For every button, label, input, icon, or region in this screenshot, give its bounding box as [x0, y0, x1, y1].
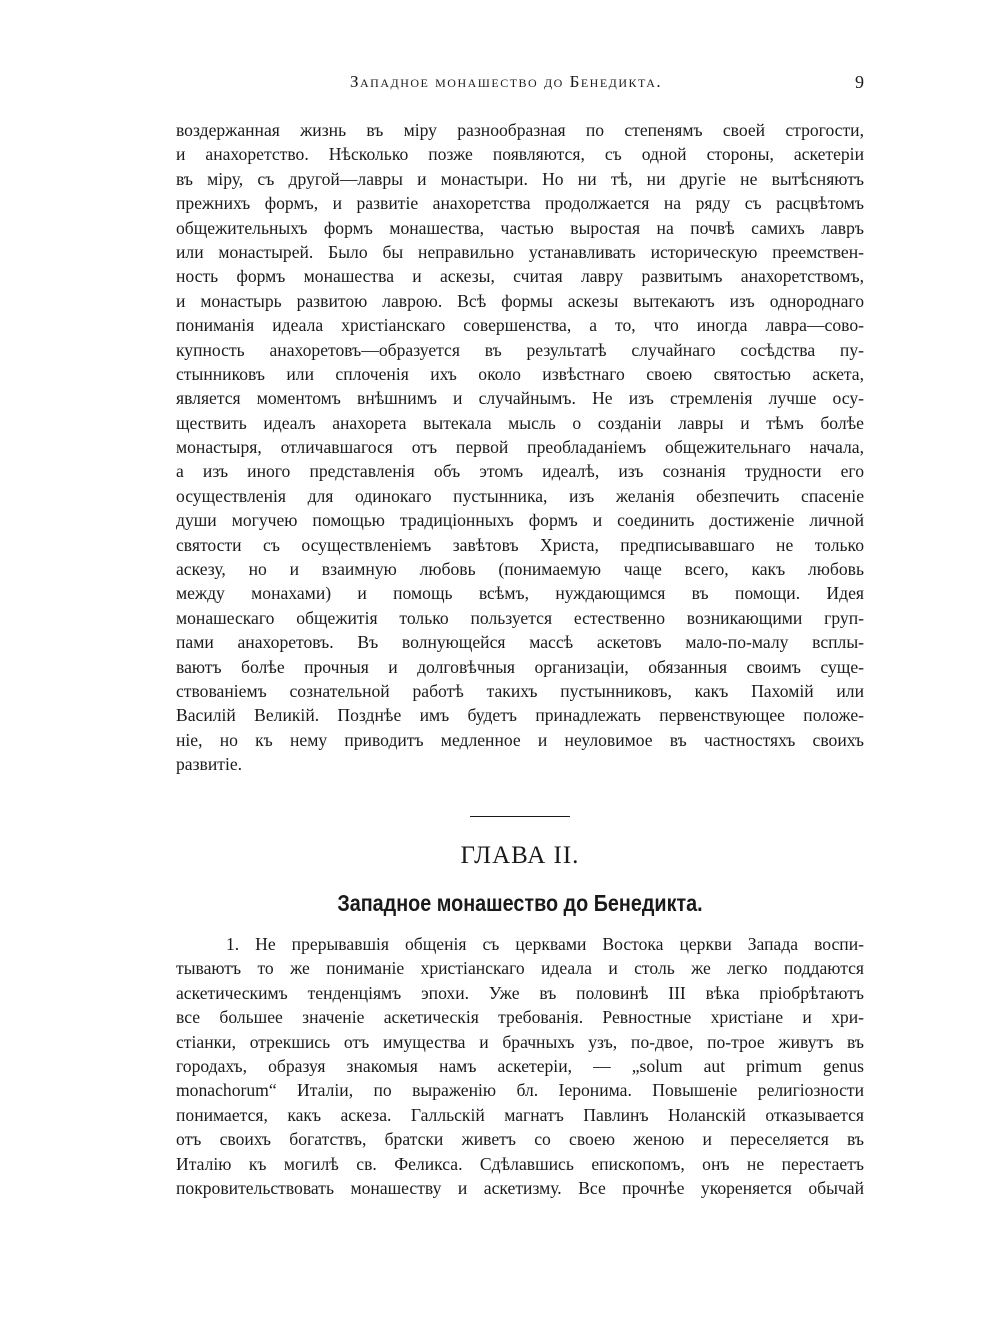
text-line: стынниковъ или сплоченія ихъ около извѣстнаго своею святостью аскета, — [176, 363, 864, 384]
text-line: ніе, но къ нему приводитъ медленное и неуловимое въ частностяхъ своихъ — [176, 729, 864, 750]
text-line: монашескаго общежитія только пользуется естественно возникающими груп- — [176, 607, 864, 628]
chapter-title: Западное монашество до Бенедикта. — [337, 890, 703, 916]
text-line: городахъ, образуя знакомыя намъ аскетеріи, — „solum aut primum genus — [176, 1055, 864, 1076]
page-number: 9 — [855, 72, 864, 92]
text-line: души могучею помощью традиціонныхъ формъ и соединить достиженіе личной — [176, 510, 864, 531]
text-line: и монастырь развитою лаврою. Всѣ формы аскезы вытекаютъ изъ однороднаго — [176, 290, 864, 311]
chapter-paragraph — [176, 932, 864, 1200]
text-line: прежнихъ формъ, и развитіе анахоретства продолжается на ряду съ расцвѣтомъ — [176, 193, 864, 214]
text-line: понимается, какъ аскеза. Галльскій магнатъ Павлинъ Ноланскій отказывается — [176, 1104, 864, 1125]
text-line: пами анахоретовъ. Въ волнующейся массѣ аскетовъ мало-по-малу всплы- — [176, 632, 864, 653]
text-line: или монастырей. Было бы неправильно устанавливать историческую преемствен- — [176, 241, 864, 262]
text-line: все большее значеніе аскетическія требованія. Ревностные христіане и хри- — [176, 1007, 864, 1028]
text-line: а изъ иного представленія объ этомъ идеалѣ, изъ сознанія трудности его — [176, 461, 864, 482]
text-line: аскезу, но и взаимную любовь (понимаемую чаще всего, какъ любовь — [176, 559, 864, 580]
text-line: осуществленія для одинокаго пустынника, изъ желанія обезпечить спасеніе — [176, 485, 864, 506]
text-line: аскетическимъ тенденціямъ эпохи. Уже въ половинѣ III вѣка пріобрѣтаютъ — [176, 982, 864, 1003]
text-line: и анахоретство. Нѣсколько позже появляются, съ одной стороны, аскетеріи — [176, 144, 864, 165]
running-head — [176, 72, 864, 102]
text-line: Италію къ могилѣ св. Феликса. Сдѣлавшись епископомъ, онъ не перестаетъ — [176, 1153, 864, 1174]
text-line: ность формъ монашества и аскезы, считая лавру развитымъ анахоретствомъ, — [176, 266, 864, 287]
text-line: является моментомъ внѣшнимъ и случайнымъ. Не изъ стремленія лучше осу- — [176, 388, 864, 409]
text-line: тываютъ то же пониманіе христіанскаго идеала и столь же легко поддаются — [176, 958, 864, 979]
text-line: ствованіемъ сознательной работѣ такихъ пустынниковъ, какъ Пахомій или — [176, 680, 864, 701]
section-divider — [470, 816, 570, 817]
text-line: въ міру, съ другой—лавры и монастыри. Но ни тѣ, ни другіе не вытѣсняютъ — [176, 168, 864, 189]
text-line: monachorum“ Италіи, по выраженію бл. Іеронима. Повышеніе религіозности — [176, 1080, 864, 1101]
text-line: покровительствовать монашеству и аскетизму. Все прочнѣе укореняется обычай — [176, 1177, 864, 1198]
running-title: Западное монашество до Бенедикта. — [350, 72, 663, 91]
text-line: воздержанная жизнь въ міру разнообразная по степенямъ своей строгости, — [176, 120, 864, 140]
text-line: пониманія идеала христіанскаго совершенства, а то, что иногда лавра—сово- — [176, 315, 864, 336]
text-line: святости съ осуществленіемъ завѣтовъ Христа, предписывавшаго не только — [176, 534, 864, 555]
text-line: отъ своихъ богатствъ, братски живетъ со своею женою и переселяется въ — [176, 1129, 864, 1150]
text-line: ществить идеалъ анахорета вытекала мысль о созданіи лавры и тѣмъ болѣе — [176, 412, 864, 433]
text-line: монастыря, отличавшагося отъ первой преобладаніемъ общежительнаго начала, — [176, 437, 864, 458]
text-line: купность анахоретовъ—образуется въ результатѣ случайнаго сосѣдства пу- — [176, 339, 864, 360]
text-line: ваютъ болѣе прочныя и долговѣчныя организаціи, обязанныя своимъ суще- — [176, 656, 864, 677]
text-line: общежительныхъ формъ монашества, частью выростая на почвѣ самихъ лавръ — [176, 217, 864, 238]
text-line: стіанки, отрекшись отъ имущества и брачныхъ узъ, по-двое, по-трое живутъ въ — [176, 1031, 864, 1052]
text-line: 1. Не прерывавшія общенія съ церквами Востока церкви Запада воспи- — [226, 934, 864, 954]
continuation-paragraph — [176, 118, 864, 777]
text-line: Василій Великій. Позднѣе имъ будетъ принадлежать первенствующее положе- — [176, 705, 864, 726]
text-line: между монахами) и помощь всѣмъ, нуждающимся въ помощи. Идея — [176, 583, 864, 604]
chapter-number: ГЛАВА II. — [460, 842, 580, 869]
text-line: развитіе. — [176, 754, 243, 775]
